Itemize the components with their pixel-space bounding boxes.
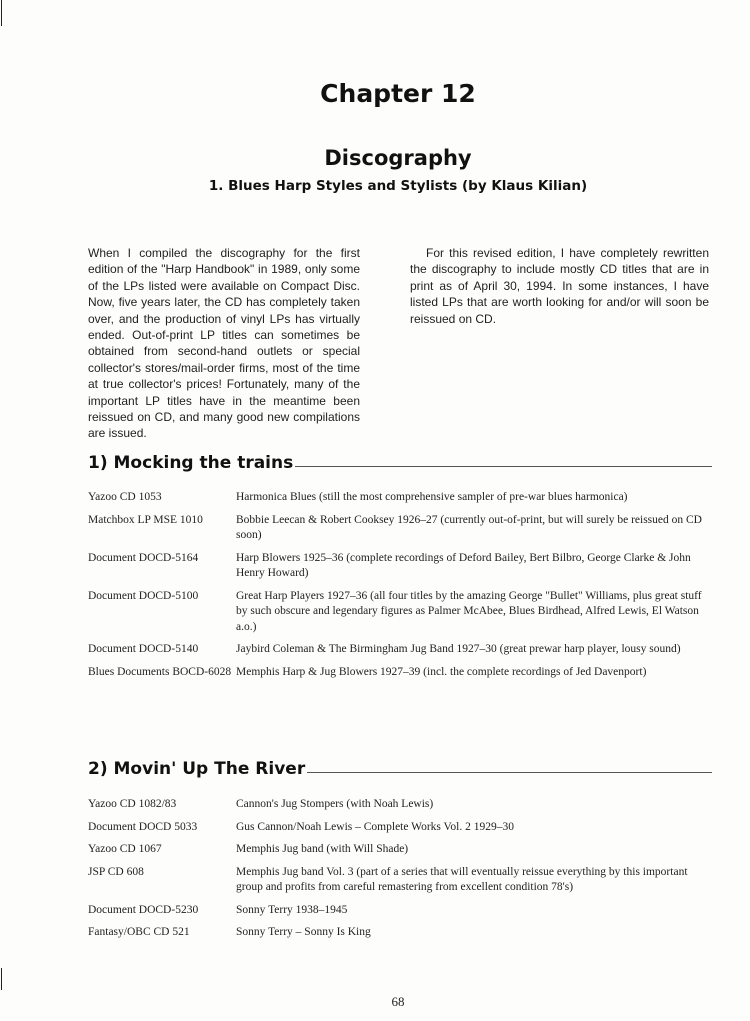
entry-description: Jaybird Coleman & The Birmingham Jug Band 1927–30 (great prewar harp player, lousy sound) [236, 643, 681, 655]
catalog-number: Document DOCD-5164 [88, 551, 199, 564]
discography-entry [88, 797, 712, 813]
discography-entry [88, 589, 712, 636]
page-edge-rule [1, 968, 2, 990]
intro-paragraph-left: When I compiled the discography for the first edition of the "Harp Handbook" in 1989, only some of the LPs listed were available on Compact Disc. Now, five years later, the CD has completely taken over, and the production of vinyl LPs has virtually ended. Out-of-print LP titles can sometimes be obtained from second-hand outlets or special collector's stores/mail-order firms, most of the time at true collector's prices! Fortunately, many of the important LP titles have in the meantime been reissued on CD, and many good new compilations are issued. [88, 246, 360, 441]
discography-entry [88, 642, 712, 658]
discography-entry [88, 490, 712, 506]
catalog-number: JSP CD 608 [88, 865, 144, 878]
discography-entry [88, 925, 712, 941]
section-subtitle: 1. Blues Harp Styles and Stylists (by Klaus Kilian) [208, 178, 588, 194]
catalog-number: Yazoo CD 1053 [88, 491, 162, 503]
entry-description: Sonny Terry 1938–1945 [236, 903, 348, 916]
catalog-number: Yazoo CD 1082/83 [88, 798, 177, 810]
discography-entry [88, 842, 712, 858]
catalog-number: Document DOCD 5033 [88, 820, 198, 833]
section-title: Discography [324, 146, 472, 170]
section-heading: 1) Mocking the trains [88, 453, 294, 473]
entry-description: Sonny Terry – Sonny Is King [236, 926, 371, 938]
discography-list [88, 490, 712, 687]
catalog-number: Matchbox LP MSE 1010 [88, 513, 203, 526]
entry-description: Harmonica Blues (still the most comprehensive sampler of pre-war blues harmonica) [236, 491, 628, 503]
entry-description: Harp Blowers 1925–36 (complete recordings of Deford Bailey, Bert Bilbro, George Clarke & John Henry Howard) [236, 551, 691, 579]
heading-rule [307, 772, 712, 773]
intro-paragraph-right: For this revised edition, I have completely rewritten the discography to include mostly CD titles that are in print as of April 30, 1994. In some instances, I have listed LPs that are worth looking for and/or will soon be reissued on CD. [410, 246, 709, 326]
entry-description: Bobbie Leecan & Robert Cooksey 1926–27 (currently out-of-print, but will surely be reissued on CD soon) [236, 513, 702, 541]
discography-entry [88, 551, 712, 582]
catalog-number: Yazoo CD 1067 [88, 843, 162, 855]
entry-description: Memphis Jug band Vol. 3 (part of a series that will eventually reissue everything by this important group and profits from careful remastering from excellent condition 78's) [236, 865, 688, 893]
discography-entry [88, 903, 712, 919]
chapter-title: Chapter 12 [320, 79, 476, 108]
page-edge-rule [1, 0, 2, 26]
entry-description: Great Harp Players 1927–36 (all four titles by the amazing George "Bullet" Williams, plus great stuff by such obscure and legendary figures as Palmer McAbee, Blues Birdhead, Alfred Lewis, El Watson a.o.) [236, 589, 702, 633]
heading-rule [295, 466, 712, 467]
discography-entry [88, 820, 712, 836]
entry-description: Memphis Harp & Jug Blowers 1927–39 (incl. the complete recordings of Jed Davenport) [236, 665, 647, 678]
catalog-number: Fantasy/OBC CD 521 [88, 926, 190, 938]
section-heading-row [88, 453, 712, 473]
catalog-number: Document DOCD-5230 [88, 903, 199, 916]
page-number: 68 [391, 994, 405, 1009]
section-heading-row [88, 759, 712, 779]
discography-list [88, 797, 712, 948]
discography-entry [88, 865, 712, 896]
catalog-number: Document DOCD-5140 [88, 643, 199, 655]
entry-description: Memphis Jug band (with Will Shade) [236, 843, 409, 855]
discography-entry [88, 513, 712, 544]
catalog-number: Blues Documents BOCD-6028 [88, 665, 232, 678]
discography-entry [88, 665, 712, 681]
section-heading: 2) Movin' Up The River [88, 759, 306, 779]
entry-description: Gus Cannon/Noah Lewis – Complete Works Vol. 2 1929–30 [236, 820, 514, 833]
catalog-number: Document DOCD-5100 [88, 589, 199, 602]
entry-description: Cannon's Jug Stompers (with Noah Lewis) [236, 798, 434, 810]
